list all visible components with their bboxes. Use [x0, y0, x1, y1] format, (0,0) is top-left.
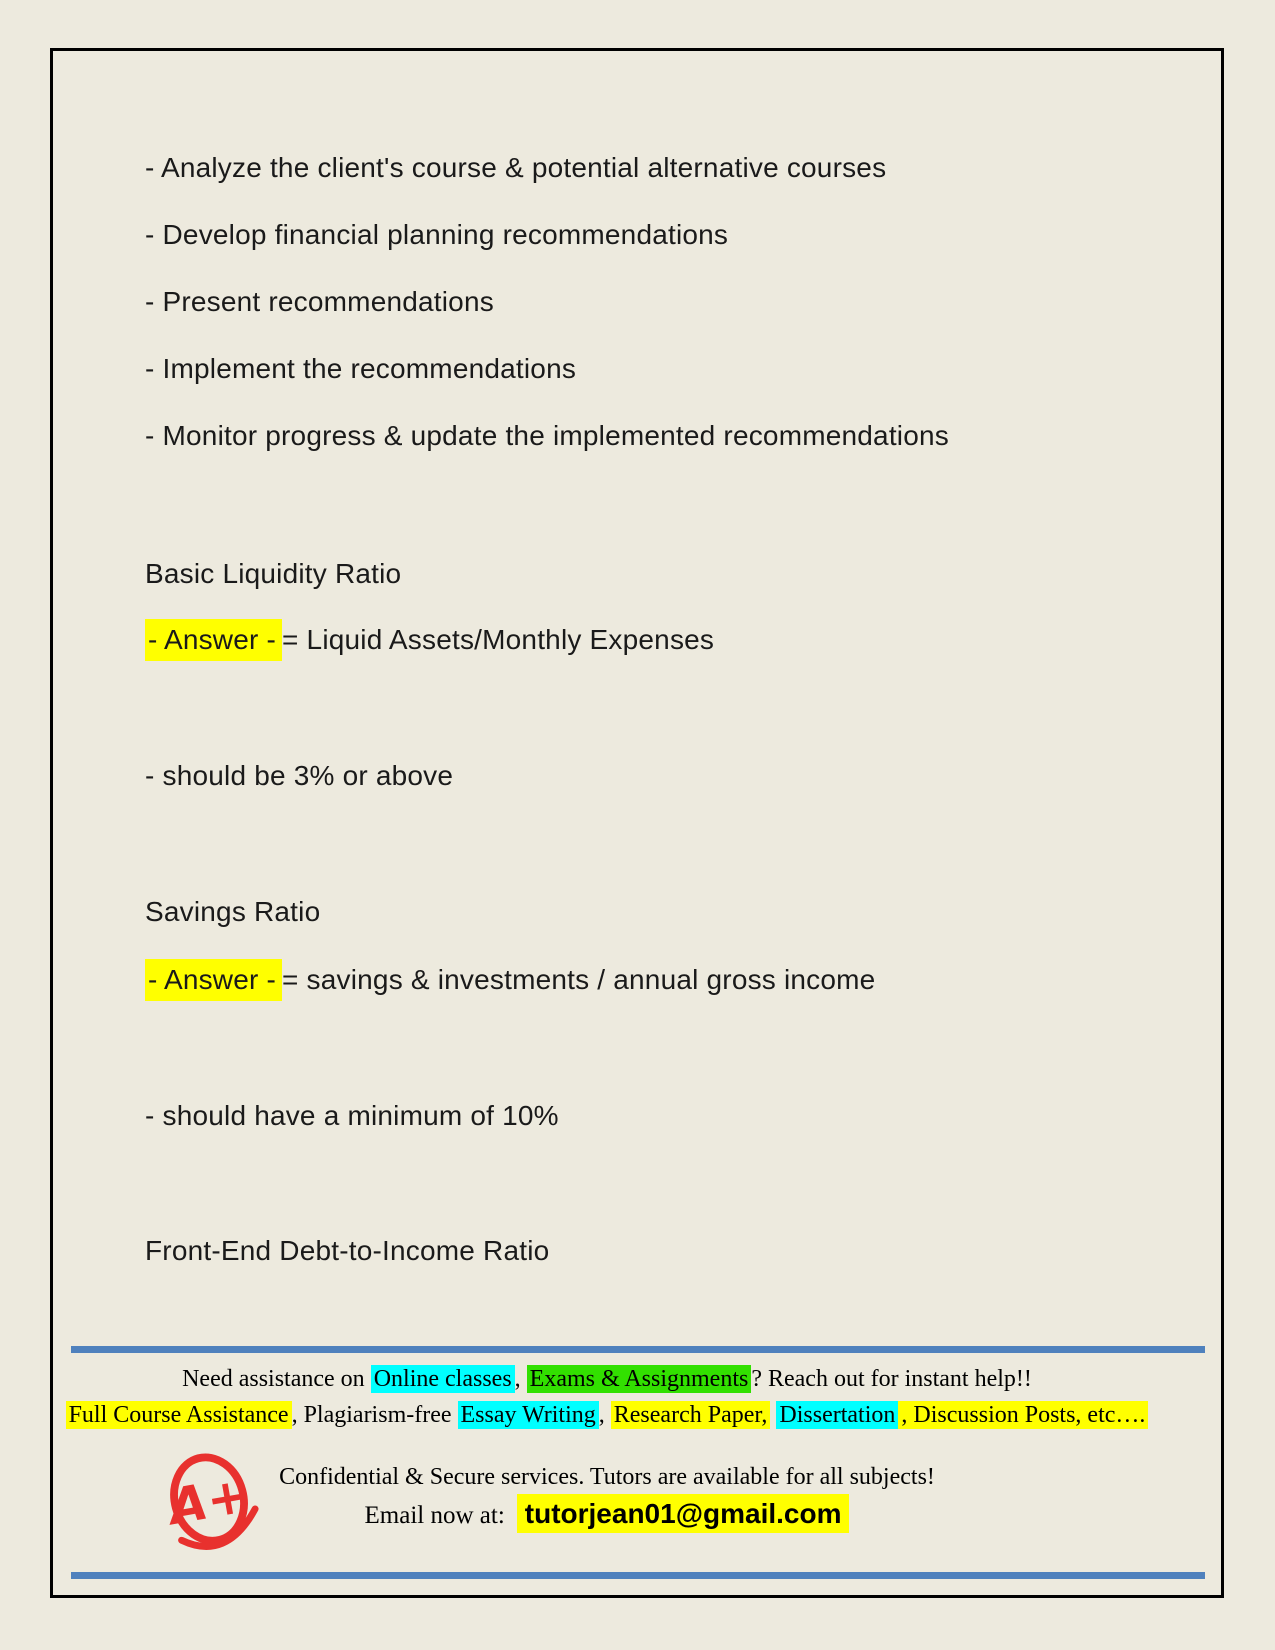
- footer-services-seg2: , Plagiarism-free: [291, 1402, 458, 1428]
- savings-answer-highlight: - Answer -: [145, 959, 282, 1001]
- footer-exams-assignments-highlight: Exams & Assignments: [527, 1365, 752, 1393]
- footer-essay-writing-highlight: Essay Writing: [458, 1401, 599, 1429]
- email-label: Email now at:: [364, 1502, 505, 1529]
- divider-top: [71, 1346, 1205, 1353]
- savings-note: - should have a minimum of 10%: [145, 1100, 559, 1131]
- heading-front-end-dti-ratio: Front-End Debt-to-Income Ratio: [145, 1235, 550, 1266]
- footer-confidential-line: Confidential & Secure services. Tutors are available for all subjects!: [279, 1464, 935, 1490]
- footer-services-line: [52, 1402, 1162, 1429]
- divider-bottom: [71, 1572, 1205, 1579]
- liquidity-note: - should be 3% or above: [145, 760, 454, 791]
- bullet-implement: - Implement the recommendations: [145, 353, 577, 384]
- bullet-develop: - Develop financial planning recommendations: [145, 219, 729, 250]
- footer-help-prefix: Need assistance on: [182, 1366, 371, 1392]
- bullet-present: - Present recommendations: [145, 286, 494, 317]
- footer-dissertation-highlight: Dissertation: [776, 1401, 898, 1429]
- footer-email-line: [52, 1498, 1162, 1530]
- footer-help-mid: ,: [514, 1366, 527, 1392]
- footer-research-paper-highlight: Research Paper,: [611, 1401, 771, 1429]
- footer-help-line: [52, 1366, 1162, 1393]
- footer-discussion-posts-highlight: , Discussion Posts, etc….: [898, 1401, 1148, 1429]
- footer-full-course-highlight: Full Course Assistance: [66, 1401, 292, 1429]
- savings-answer-line: [145, 964, 875, 996]
- footer-online-classes-highlight: Online classes: [371, 1365, 515, 1393]
- footer-services-seg4: ,: [598, 1402, 611, 1428]
- liquidity-answer-formula: = Liquid Assets/Monthly Expenses: [282, 624, 715, 655]
- bullet-monitor: - Monitor progress & update the implemented recommendations: [145, 420, 949, 451]
- aplus-logo-text: A+: [164, 1465, 253, 1537]
- heading-basic-liquidity-ratio: Basic Liquidity Ratio: [145, 558, 402, 589]
- email-separator: [505, 1503, 511, 1529]
- bullet-analyze: - Analyze the client's course & potential alternative courses: [145, 152, 887, 183]
- email-address-highlight: tutorjean01@gmail.com: [517, 1494, 850, 1533]
- liquidity-answer-highlight: - Answer -: [145, 619, 282, 661]
- liquidity-answer-line: [145, 624, 714, 656]
- heading-savings-ratio: Savings Ratio: [145, 896, 321, 927]
- footer-help-suffix: ? Reach out for instant help!!: [751, 1366, 1032, 1392]
- savings-answer-formula: = savings & investments / annual gross income: [282, 964, 876, 995]
